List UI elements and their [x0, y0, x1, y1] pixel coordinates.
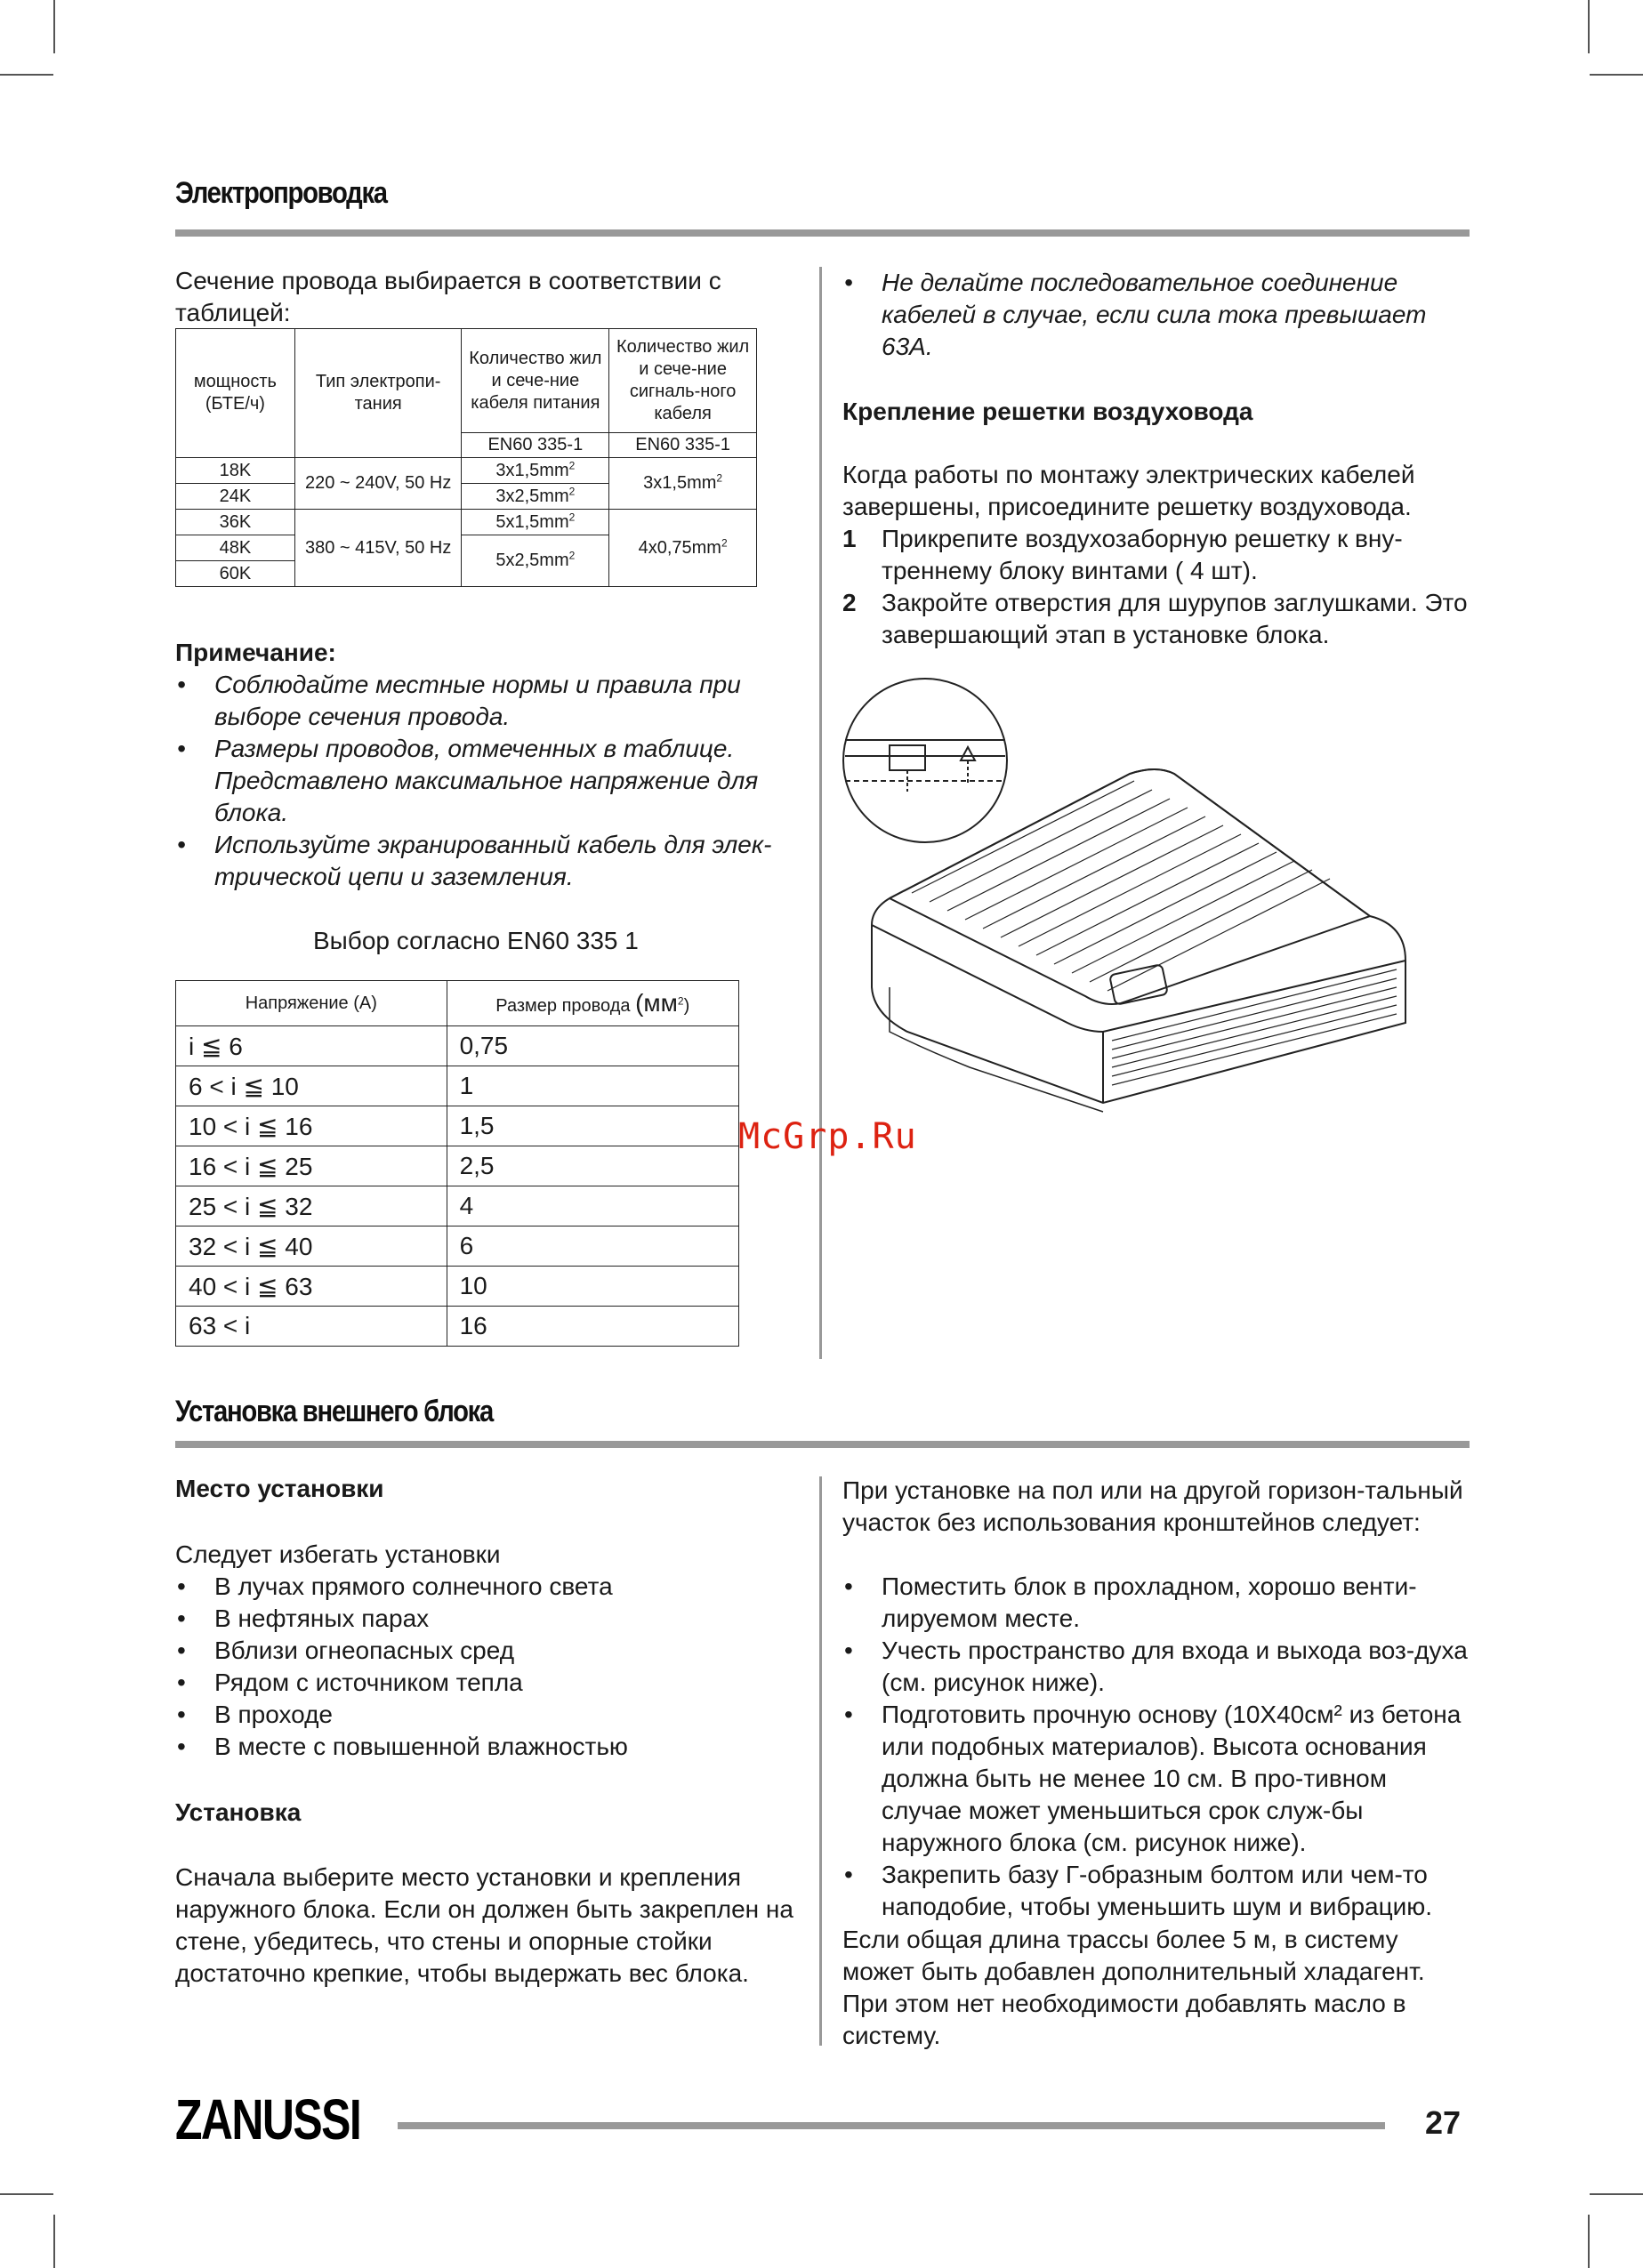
section-title-outdoor: Установка внешнего блока	[175, 1395, 494, 1428]
crop-mark	[1588, 0, 1590, 53]
grille-steps	[842, 523, 1470, 651]
table-row	[176, 1026, 739, 1066]
list-item: 2 Закройте отверстия для шурупов заглушками. Это завершающий этап в установке блока.	[842, 589, 1468, 648]
install-text: Сначала выберите место установки и крепления наружного блока. Если он должен быть закреплен на стене, убедитесь, что стены и опорные стойки достаточно крепкие, чтобы выдержать вес блока.	[175, 1863, 793, 1987]
cell-60k: 60K	[176, 561, 295, 587]
floor-list	[842, 1571, 1470, 1923]
crop-mark	[1590, 74, 1643, 76]
list-item: • Размеры проводов, отмеченных в таблице. Представлено максимальное напряжение для блока.	[175, 733, 789, 829]
list-item: • Рядом с источником тепла	[175, 1667, 798, 1699]
list-item: • Закрепить базу Г-образным болтом или чем-то наподобие, чтобы уменьшить шум и вибрацию.	[842, 1859, 1470, 1923]
header-power-cable: Количество жил и сече-ние кабеля питания	[462, 329, 609, 433]
cell-signal-b: $4x0,75mm^2$	[609, 510, 757, 587]
table-row	[176, 1146, 739, 1186]
column-divider	[819, 1476, 822, 2046]
table-row	[176, 1267, 739, 1307]
page-number: 27	[1425, 2104, 1462, 2141]
cell-current: 10 < i ≦ 16	[176, 1106, 447, 1146]
cell-size: 1	[447, 1066, 738, 1106]
cell-current: 32 < i ≦ 40	[176, 1226, 447, 1267]
cell-current: i ≦ 6	[176, 1026, 447, 1066]
crop-mark	[1588, 2215, 1590, 2268]
selection-caption: Выбор согласно EN60 335 1	[313, 927, 639, 954]
watermark: McGrp.Ru	[738, 1116, 917, 1157]
list-item: • Учесть пространство для входа и выхода воз-духа (см. рисунок ниже).	[842, 1635, 1470, 1699]
place-title: Место установки	[175, 1475, 384, 1502]
table-row	[176, 1106, 739, 1146]
table-row	[176, 1307, 739, 1347]
cell-current: 6 < i ≦ 10	[176, 1066, 447, 1106]
grille-title: Крепление решетки воздуховода	[842, 398, 1253, 425]
section-rule	[175, 229, 1470, 237]
cell-size: 4	[447, 1186, 738, 1226]
series-connection-warning	[842, 267, 1465, 363]
list-item: • В лучах прямого солнечного света	[175, 1571, 798, 1603]
table-row	[176, 1186, 739, 1226]
cell-18k: 18K	[176, 458, 295, 484]
cell-cable-36k: $5x1,5mm^2$	[462, 510, 609, 535]
cell-size: 2,5	[447, 1146, 738, 1186]
header-current: Напряжение (А)	[176, 981, 447, 1026]
crop-mark	[53, 0, 55, 53]
cell-size: 6	[447, 1226, 738, 1267]
list-item: • Поместить блок в прохладном, хорошо венти-лируемом месте.	[842, 1571, 1470, 1635]
cell-current: 63 < i	[176, 1307, 447, 1347]
cell-current: 40 < i ≦ 63	[176, 1267, 447, 1307]
list-item: • Не делайте последовательное соединение кабелей в случае, если сила тока превышает 63А.	[842, 267, 1465, 363]
crop-mark	[1590, 2193, 1643, 2195]
cell-cable-24k: $3x2,5mm^2$	[462, 484, 609, 510]
avoid-list	[175, 1571, 798, 1763]
cell-size: 10	[447, 1267, 738, 1307]
cable-spec-table	[175, 328, 757, 587]
cell-24k: 24K	[176, 484, 295, 510]
list-item: • Подготовить прочную основу (10Х40см² из бетона или подобных материалов). Высота основания должна быть не менее 10 см. В про-тивном случае может уменьшиться срок служ-бы наружного блока (см. рисунок ниже).	[842, 1699, 1470, 1859]
note-title: Примечание:	[175, 639, 336, 666]
list-item: • Соблюдайте местные нормы и правила при выборе сечения провода.	[175, 669, 789, 733]
header-power: мощность (БТЕ/ч)	[176, 329, 295, 458]
crop-mark	[53, 2215, 55, 2268]
cell-36k: 36K	[176, 510, 295, 535]
header-size: Размер провода $(мм^2)$	[447, 981, 738, 1026]
brand-logo: ZANUSSI	[175, 2087, 361, 2151]
cell-size: 0,75	[447, 1026, 738, 1066]
wire-intro-text: Сечение провода выбирается в соответствии с таблицей:	[175, 267, 721, 326]
cell-current: 25 < i ≦ 32	[176, 1186, 447, 1226]
cell-size: 1,5	[447, 1106, 738, 1146]
avoid-intro: Следует избегать установки	[175, 1540, 501, 1568]
cell-supply-a: 220 ~ 240V, 50 Hz	[294, 458, 462, 510]
refrigerant-text: Если общая длина трассы более 5 м, в систему может быть добавлен дополнительный хладагент. При этом нет необходимости добавлять масло в систему.	[842, 1926, 1425, 2049]
crop-mark	[0, 74, 53, 76]
indoor-unit-grille-illustration	[836, 676, 1441, 1121]
wire-size-table	[175, 980, 739, 1347]
table-row	[176, 1226, 739, 1267]
crop-mark	[0, 2193, 53, 2195]
table-row	[176, 1066, 739, 1106]
list-item: • В проходе	[175, 1699, 798, 1731]
header-supply-type: Тип электропи-тания	[294, 329, 462, 458]
cell-cable-48-60k: $5x2,5mm^2$	[462, 535, 609, 587]
header-signal-cable: Количество жил и сече-ние сигналь-ного кабеля	[609, 329, 757, 433]
cell-size: 16	[447, 1307, 738, 1347]
cell-cable-18k: $3x1,5mm^2$	[462, 458, 609, 484]
cell-supply-b: 380 ~ 415V, 50 Hz	[294, 510, 462, 587]
section-rule	[175, 1441, 1470, 1448]
list-item: • Вблизи огнеопасных сред	[175, 1635, 798, 1667]
footer-rule	[398, 2122, 1385, 2129]
list-item: • В нефтяных парах	[175, 1603, 798, 1635]
section-title-electrical: Электропроводка	[175, 176, 387, 210]
cell-48k: 48K	[176, 535, 295, 561]
notes-list	[175, 669, 789, 893]
list-item: • Используйте экранированный кабель для элек-трической цепи и заземления.	[175, 829, 789, 893]
cell-current: 16 < i ≦ 25	[176, 1146, 447, 1186]
install-title: Установка	[175, 1798, 302, 1826]
header-standard: EN60 335-1	[462, 433, 609, 458]
header-standard: EN60 335-1	[609, 433, 757, 458]
cell-signal-a: $3x1,5mm^2$	[609, 458, 757, 510]
floor-intro: При установке на пол или на другой горизон-тальный участок без использования кронштейнов следует:	[842, 1476, 1463, 1536]
grille-intro: Когда работы по монтажу электрических кабелей завершены, присоедините решетку воздуховода.	[842, 461, 1415, 520]
list-item: 1 Прикрепите воздухозаборную решетку к вну-треннему блоку винтами ( 4 шт).	[842, 525, 1403, 584]
list-item: • В месте с повышенной влажностью	[175, 1731, 798, 1763]
column-divider	[819, 267, 822, 1359]
